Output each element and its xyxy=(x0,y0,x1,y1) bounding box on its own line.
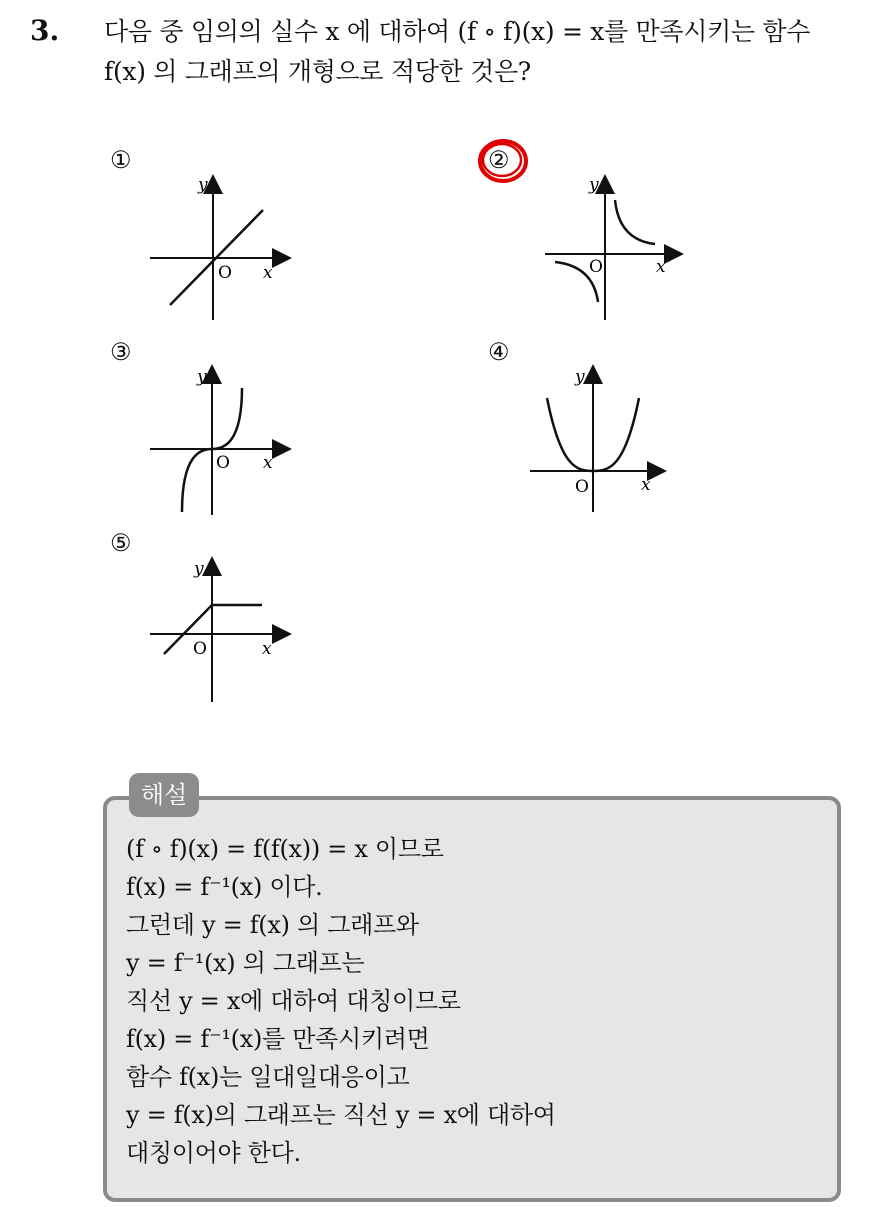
solution-line: y = f⁻¹(x) 의 그래프는 xyxy=(126,949,365,977)
choice-2-label[interactable]: ② xyxy=(488,146,510,174)
x-axis-label: x xyxy=(263,263,273,283)
y-axis-label: y xyxy=(589,175,599,195)
y-axis-label: y xyxy=(198,175,208,195)
origin-label: O xyxy=(216,453,230,473)
solution-line: f(x) = f⁻¹(x)를 만족시키려면 xyxy=(126,1025,430,1053)
solution-line: 그런데 y = f(x) 의 그래프와 xyxy=(126,911,419,939)
solution-line: y = f(x)의 그래프는 직선 y = x에 대하여 xyxy=(126,1101,556,1129)
solution-tab: 해설 xyxy=(129,773,199,817)
solution-text xyxy=(126,830,556,1172)
choice-1-graph xyxy=(140,170,300,330)
origin-label: O xyxy=(218,263,232,283)
origin-label: O xyxy=(589,257,603,277)
y-axis-label: y xyxy=(197,367,207,387)
choice-3-label[interactable]: ③ xyxy=(110,338,132,366)
choice-1-label[interactable]: ① xyxy=(110,146,132,174)
choice-5-graph xyxy=(140,552,300,712)
curve-branch-1 xyxy=(615,200,655,244)
choice-4-label[interactable]: ④ xyxy=(488,338,510,366)
question-number: 3. xyxy=(30,14,60,47)
y-axis-label: y xyxy=(194,559,204,579)
solution-line: 함수 f(x)는 일대일대응이고 xyxy=(126,1063,410,1091)
solution-line: 직선 y = x에 대하여 대칭이므로 xyxy=(126,987,461,1015)
choice-3-graph xyxy=(140,360,300,520)
choice-2-graph xyxy=(535,170,695,330)
y-axis-label: y xyxy=(575,367,585,387)
solution-line: (f ∘ f)(x) = f(f(x)) = x 이므로 xyxy=(126,835,444,863)
question-line-1: 다음 중 임의의 실수 x 에 대하여 (f ∘ f)(x) = x를 만족시키는 함수 xyxy=(104,17,811,46)
x-axis-label: x xyxy=(262,639,272,659)
x-axis-label: x xyxy=(641,475,651,495)
solution-line: 대칭이어야 한다. xyxy=(126,1139,301,1167)
origin-label: O xyxy=(193,639,207,659)
x-axis-label: x xyxy=(656,257,666,277)
x-axis-label: x xyxy=(263,453,273,473)
origin-label: O xyxy=(575,477,589,497)
solution-line: f(x) = f⁻¹(x) 이다. xyxy=(126,873,323,901)
choice-4-graph xyxy=(525,360,685,520)
choice-5-label[interactable]: ⑤ xyxy=(110,529,132,557)
question-text xyxy=(104,12,864,92)
question-line-2: f(x) 의 그래프의 개형으로 적당한 것은? xyxy=(104,57,531,86)
